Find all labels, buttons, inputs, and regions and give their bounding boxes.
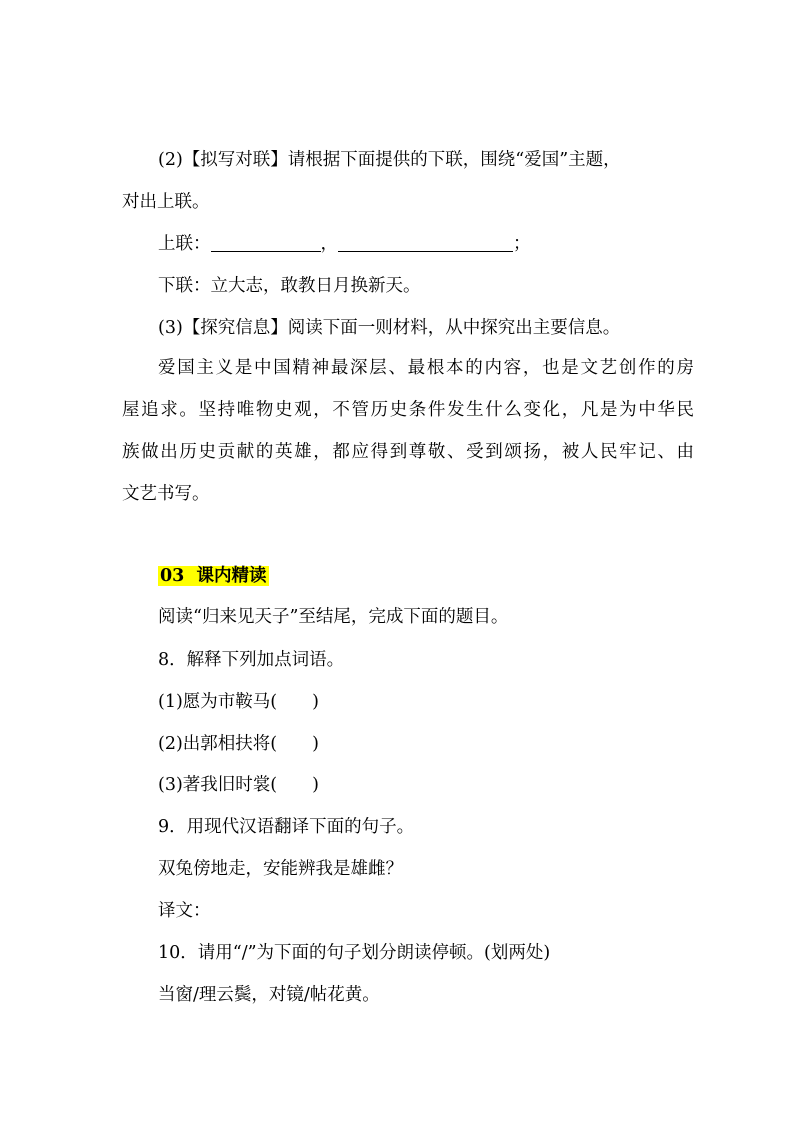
q8-item-3: (3)著我旧时裳( ) — [158, 775, 319, 795]
q3-paragraph-line1: 爱国主义是中国精神最深层、最根本的内容，也是文艺创作的房 — [158, 358, 694, 378]
q2-prompt-line2: 对出上联。 — [122, 192, 210, 212]
q10-title: 10．请用“/”为下面的句子划分朗读停顿。(划两处) — [158, 943, 551, 963]
section-number: 03 — [160, 566, 185, 586]
upper-blank-2[interactable] — [338, 233, 513, 252]
section-heading — [158, 564, 694, 588]
q2-upper-couplet — [158, 232, 694, 256]
q3-paragraph-line3: 族做出历史贡献的英雄，都应得到尊敬、受到颂扬，被人民牢记、由 — [122, 442, 694, 462]
q8-title: 8．解释下列加点词语。 — [158, 650, 345, 670]
q9-title: 9．用现代汉语翻译下面的句子。 — [158, 817, 415, 837]
upper-comma: ， — [320, 234, 338, 254]
q10-sentence: 当窗/理云鬓，对镜/帖花黄。 — [158, 985, 380, 1005]
section-label — [158, 566, 269, 586]
q3-paragraph-line4: 文艺书写。 — [122, 484, 210, 504]
q9-answer-label: 译文： — [158, 901, 211, 921]
q2-prompt-line1: (2)【拟写对联】请根据下面提供的下联，围绕“爱国”主题， — [158, 150, 621, 170]
q9-sentence: 双兔傍地走，安能辨我是雄雌？ — [158, 859, 403, 879]
q2-lower-couplet: 下联：立大志，敢教日月换新天。 — [158, 276, 421, 296]
q8-item-2: (2)出郭相扶将( ) — [158, 734, 319, 754]
q3-prompt: (3)【探究信息】阅读下面一则材料，从中探究出主要信息。 — [158, 318, 621, 338]
upper-blank-1[interactable] — [211, 233, 321, 252]
section-title: 课内精读 — [196, 566, 267, 586]
reading-instruction: 阅读“归来见天子”至结尾，完成下面的题目。 — [158, 607, 509, 627]
upper-couplet-label: 上联： — [158, 234, 211, 254]
q8-item-1: (1)愿为市鞍马( ) — [158, 692, 319, 712]
q3-paragraph-line2: 屋追求。坚持唯物史观，不管历史条件发生什么变化，凡是为中华民 — [122, 400, 694, 420]
upper-semicolon: ； — [513, 234, 531, 254]
